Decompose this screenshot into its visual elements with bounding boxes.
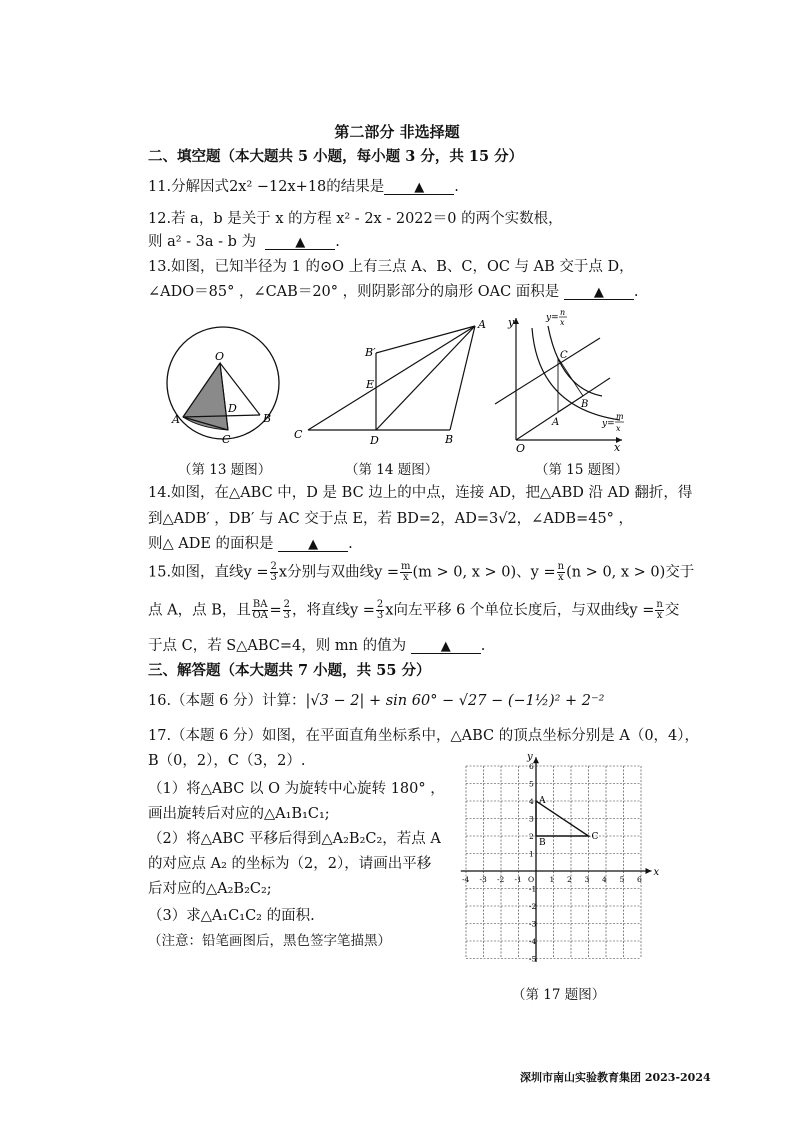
y-tick-label: 4 xyxy=(529,797,534,806)
part-title: 第二部分 非选择题 xyxy=(334,123,460,141)
question-17-part1b: 画出旋转后对应的△A₁B₁C₁; xyxy=(148,806,330,822)
question-17-part2b: 的对应点 A₂ 的坐标为（2，2），请画出平移 xyxy=(148,856,432,872)
section2-header: 二、填空题（本大题共 5 小题，每小题 3 分，共 15 分） xyxy=(148,148,524,165)
answer-blank-15[interactable]: ▲ xyxy=(411,637,481,654)
question-13-line2: ∠ADO＝85° ，∠CAB＝20° ，则阴影部分的扇形 OAC 面积是 ▲ . xyxy=(148,284,639,300)
x-tick-label: -2 xyxy=(497,875,505,884)
x-tick-label: 3 xyxy=(584,875,590,884)
label-D: D xyxy=(370,434,379,447)
question-12-line1: 12.若 a，b 是关于 x 的方程 x² - 2x - 2022＝0 的两个实数根， xyxy=(148,211,563,227)
y-tick-label: -4 xyxy=(529,937,537,946)
fig14-caption: （第 14 题图） xyxy=(345,462,439,478)
axis-y: y xyxy=(508,316,515,329)
question-16: 16.（本题 6 分）计算：|√3 − 2| + sin 60° − √27 − (−1½)² + 2⁻² xyxy=(148,693,605,709)
question-14-line2: 到△ADB′ ，DB′ 与 AC 交于点 E，若 BD=2，AD=3√2，∠ADB=45° ， xyxy=(148,511,634,527)
answer-blank-11[interactable]: ▲ xyxy=(384,178,454,195)
question-14-line1: 14.如图，在△ABC 中，D 是 BC 边上的中点，连接 AD，把△ABD 沿 AD 翻折，得 xyxy=(148,485,693,501)
question-17-part2a: （2）将△ABC 平移后得到△A₂B₂C₂，若点 A xyxy=(148,831,441,847)
y-tick-label: -5 xyxy=(529,954,537,964)
page-footer: 深圳市南山实验教育集团 2023-2024 xyxy=(520,1071,711,1084)
label-A: A xyxy=(478,318,486,331)
figure-14 xyxy=(290,318,490,448)
question-17-line2: B（0，2），C（3，2）. xyxy=(148,753,306,769)
question-11: 11.分解因式2x² −12x+18的结果是 ▲ . xyxy=(148,179,459,195)
y-tick-label: 2 xyxy=(529,832,534,841)
y-tick-label: 3 xyxy=(529,814,534,824)
question-12-line2: 则 a² - 3a - b 为 ▲ . xyxy=(148,234,340,250)
label-D: D xyxy=(228,402,237,415)
question-17-line1: 17.（本题 6 分）如图，在平面直角坐标系中，△ABC 的顶点坐标分别是 A（0，4）， xyxy=(148,728,700,744)
x-tick-label: 5 xyxy=(619,875,625,884)
question-17-part3: （3）求△A₁C₁C₂ 的面积. xyxy=(148,908,315,924)
label-Bprime: B′ xyxy=(365,346,376,359)
x-axis-arrow xyxy=(646,868,652,874)
y-tick-label: 6 xyxy=(529,762,534,771)
curve-n-num: n xyxy=(560,308,566,317)
label-B: B xyxy=(445,433,454,446)
question-17-part2c: 后对应的△A₂B₂C₂; xyxy=(148,881,272,897)
axis-x: x xyxy=(614,441,621,454)
curve-n-label: y= xyxy=(546,313,559,323)
label-A: A xyxy=(172,413,180,426)
question-15-line1: 15.如图，直线y = $\frac{2}{3}$ x分别与双曲线y = $\frac{m}{x}$ (m > 0, x > 0)、y = $\frac{n}{x}$ (n > 0, x > 0)交于 xyxy=(148,561,695,583)
y-tick-label: -1 xyxy=(529,884,537,894)
y-axis-label: y xyxy=(527,751,533,763)
y-tick-label: -2 xyxy=(529,902,537,911)
curve-m-label: y= xyxy=(602,419,615,429)
answer-blank-14[interactable]: ▲ xyxy=(278,535,348,552)
figure-15 xyxy=(490,308,630,453)
x-axis-label: x xyxy=(653,867,660,878)
point-B-label: B xyxy=(539,838,546,848)
x-tick-label: 4 xyxy=(602,875,607,884)
fig13-caption: （第 13 题图） xyxy=(178,462,272,478)
y-axis-arrow xyxy=(533,757,539,763)
question-15-line3: 于点 C，若 S△ABC=4，则 mn 的值为 ▲ . xyxy=(148,638,486,654)
fig17-caption: （第 17 题图） xyxy=(512,987,606,1003)
y-tick-label: 1 xyxy=(529,849,534,859)
label-C: C xyxy=(294,428,303,441)
x-tick-label: -1 xyxy=(514,875,522,884)
section3-header: 三、解答题（本大题共 7 小题，共 55 分） xyxy=(148,662,431,679)
label-O: O xyxy=(215,350,225,363)
answer-blank-12[interactable]: ▲ xyxy=(265,233,335,250)
point-C-label: C xyxy=(591,832,599,842)
question-17-part1a: （1）将△ABC 以 O 为旋转中心旋转 180° ， xyxy=(148,781,445,797)
label-C: C xyxy=(222,433,231,446)
fig15-caption: （第 15 题图） xyxy=(535,462,629,478)
question-14-line3: 则△ ADE 的面积是 ▲ . xyxy=(148,536,353,552)
x-tick-label: 2 xyxy=(567,875,572,884)
x-tick-label: O xyxy=(528,875,535,884)
x-tick-label: 1 xyxy=(549,875,555,884)
point-A-label: A xyxy=(539,796,546,806)
curve-m-num: m xyxy=(616,412,624,421)
label-C: C xyxy=(560,350,568,361)
answer-blank-13[interactable]: ▲ xyxy=(564,283,634,300)
curve-m-den: x xyxy=(616,424,621,433)
origin: O xyxy=(516,442,526,455)
question-17-note: （注意：铅笔画图后，黑色签字笔描黑） xyxy=(148,933,391,949)
label-B: B xyxy=(581,399,589,410)
figure-17-grid xyxy=(460,751,660,973)
figure-13 xyxy=(160,320,290,450)
label-A: A xyxy=(552,417,560,428)
label-B: B xyxy=(263,412,272,425)
label-E: E xyxy=(366,378,375,391)
y-tick-label: 5 xyxy=(529,779,534,789)
curve-n-den: x xyxy=(560,318,565,327)
question-15-line2: 点 A，点 B，且 $\frac{BA}{OA}$ = $\frac{2}{3}$ ，将直线y = $\frac{2}{3}$ x向左平移 6 个单位长度后，与双曲线y = $\frac{n}{x}$ 交 xyxy=(148,599,680,621)
x-tick-label: -3 xyxy=(479,875,487,884)
x-tick-label: 6 xyxy=(637,875,642,884)
x-tick-label: -4 xyxy=(462,875,470,884)
question-13-line1: 13.如图，已知半径为 1 的⊙O 上有三点 A、B、C，OC 与 AB 交于点 D， xyxy=(148,259,634,275)
y-tick-label: -3 xyxy=(529,919,537,929)
